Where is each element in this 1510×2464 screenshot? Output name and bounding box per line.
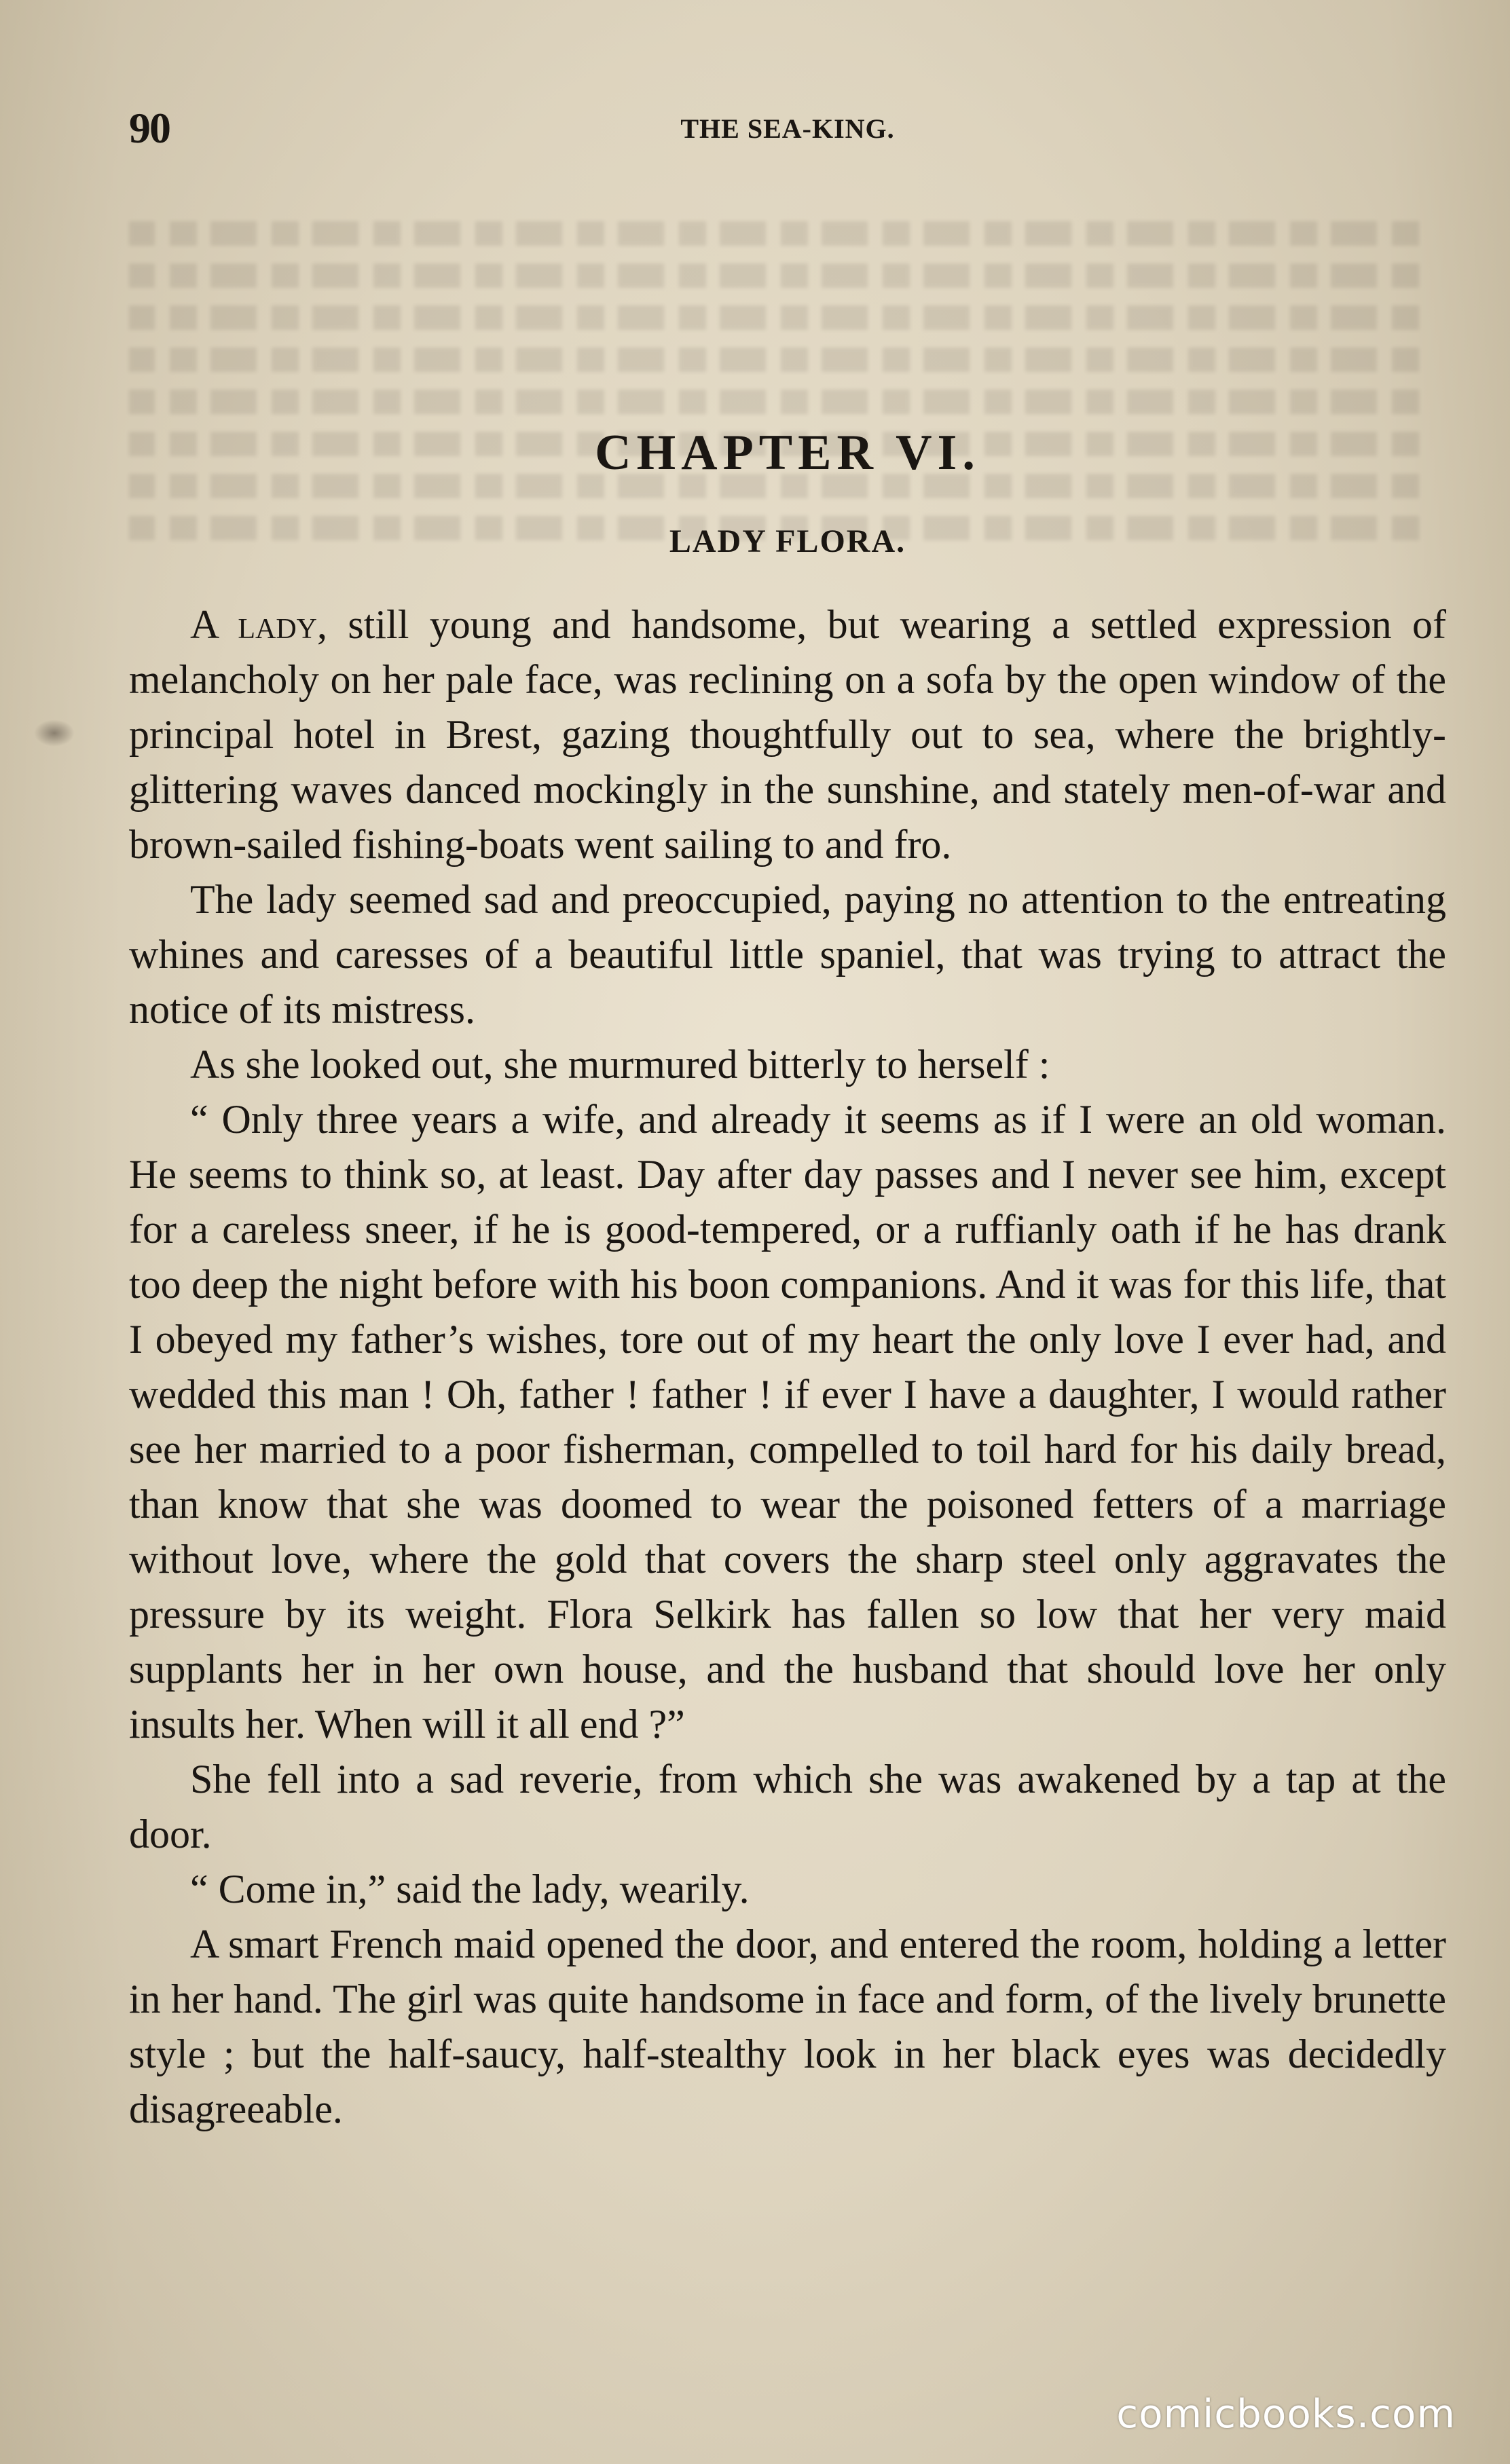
paragraph bbox=[129, 1862, 1446, 1917]
paragraph-text: She fell into a sad reverie, from which she was awakened by a tap at the door. bbox=[129, 1757, 1446, 1856]
ink-smudge bbox=[34, 720, 75, 747]
paragraph bbox=[129, 872, 1446, 1037]
paragraph-text: “ Only three years a wife, and already it seems as if I were an old woman. He seems to think so, at least. Day after day passes and I never see him, except for a careless sneer, if he is good-tempered, or a ruffianly oath if he has drank too deep the night before with his boon companions. And it was for this life, that I obeyed my father’s wishes, tore out of my heart the only love I ever had, and wedded this man ! Oh, father ! father ! if ever I have a daughter, I would rather see her married to a poor fisherman, compelled to toil hard for his daily bread, than know that she was doomed to wear the poisoned fetters of a marriage without love, where the gold that covers the sharp steel only aggravates the pressure by its weight. Flora Selkirk has fallen so low that her very maid supplants her in her own house, and the husband that should love her only insults her. When will it all end ?” bbox=[129, 1097, 1446, 1747]
paragraph-text: The lady seemed sad and preoccupied, paying no attention to the entreating whines and caresses of a beautiful little spaniel, that was trying to attract the notice of its mistress. bbox=[129, 877, 1446, 1032]
paragraph-text: , still young and handsome, but wearing a settled expression of melancholy on her pale face, was reclining on a sofa by the open window of the principal hotel in Brest, gazing thoughtfully out to sea, where the brightly-glittering waves danced mockingly in the sunshine, and stately men-of-war and brown-sailed fishing-boats went sailing to and fro. bbox=[129, 602, 1446, 867]
running-head bbox=[129, 103, 1446, 157]
book-title: THE SEA-KING. bbox=[680, 113, 895, 144]
paragraph bbox=[129, 1092, 1446, 1752]
chapter-subtitle: LADY FLORA. bbox=[669, 523, 906, 559]
paragraph-lead: A lady bbox=[190, 602, 317, 647]
paragraph-text: “ Come in,” said the lady, wearily. bbox=[190, 1867, 750, 1911]
paragraph bbox=[129, 1037, 1446, 1092]
paragraph bbox=[129, 597, 1446, 872]
paragraph-text: As she looked out, she murmured bitterly to herself : bbox=[190, 1042, 1050, 1087]
paragraph bbox=[129, 1917, 1446, 2137]
page-number: 90 bbox=[129, 104, 170, 152]
paragraph bbox=[129, 1752, 1446, 1862]
body-text bbox=[129, 597, 1446, 2137]
paragraph-text: A smart French maid opened the door, and entered the room, holding a letter in her hand. The girl was quite handsome in face and form, of the lively brunette style ; but the half-saucy, half-stealthy look in her black eyes was decidedly disagreeable. bbox=[129, 1922, 1446, 2131]
watermark: comicbooks.com bbox=[1116, 2391, 1456, 2437]
chapter-title: CHAPTER VI. bbox=[595, 425, 980, 481]
